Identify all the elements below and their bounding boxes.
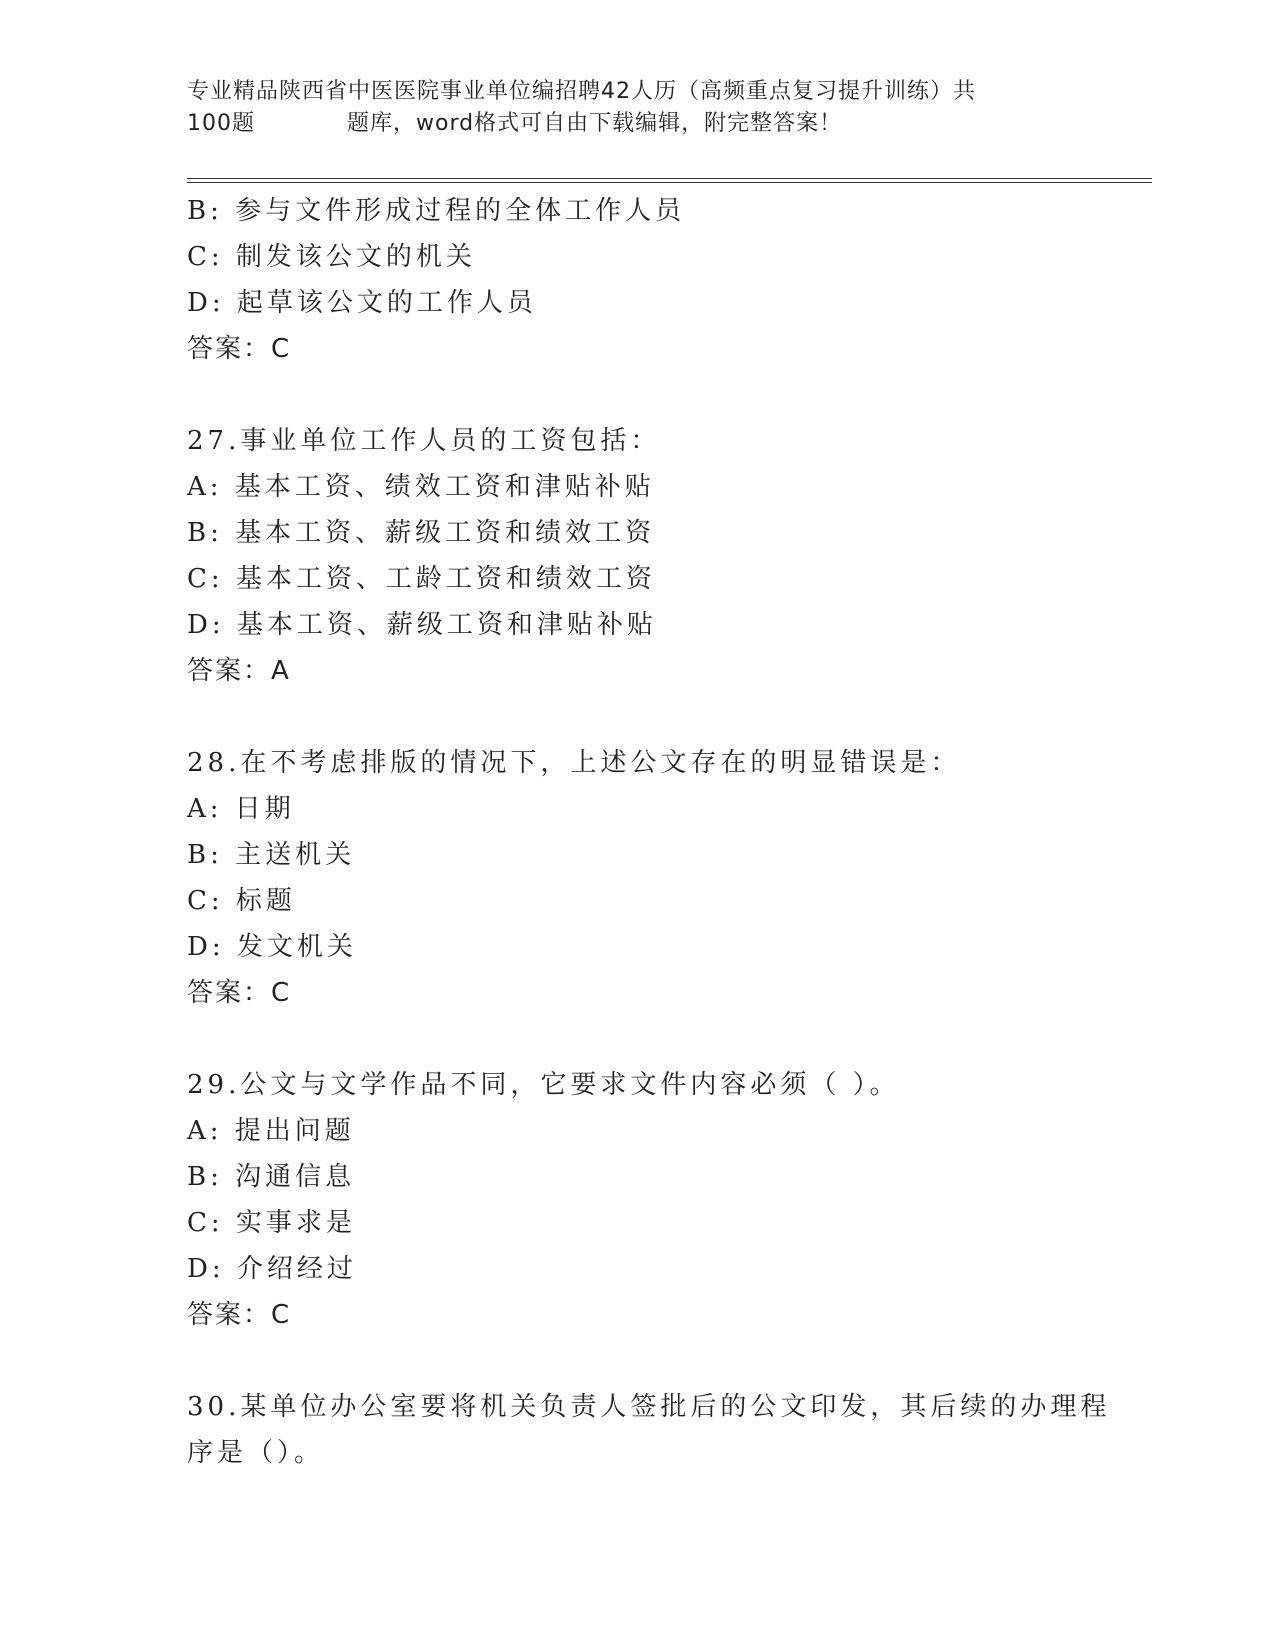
q30-stem-line1: 30.某单位办公室要将机关负责人签批后的公文印发，其后续的办理程 <box>187 1392 1111 1422</box>
q26-option-c: C: 制发该公文的机关 <box>187 242 476 272</box>
q29-stem: 29.公文与文学作品不同，它要求文件内容必须（ ）。 <box>187 1070 900 1100</box>
q27-answer: 答案：A <box>187 656 291 686</box>
question-spacer <box>187 694 1147 740</box>
q29-option-c: C: 实事求是 <box>187 1208 356 1238</box>
q26-option-b: B: 参与文件形成过程的全体工作人员 <box>187 196 686 226</box>
q28-answer: 答案：C <box>187 978 292 1008</box>
question-spacer <box>187 1338 1147 1384</box>
q28-option-c: C: 标题 <box>187 886 296 916</box>
q27-option-c: C: 基本工资、工龄工资和绩效工资 <box>187 564 656 594</box>
q28-option-d: D: 发文机关 <box>187 932 357 962</box>
q28-option-b: B: 主送机关 <box>187 840 356 870</box>
header-count: 100题 <box>187 111 255 136</box>
q29-answer: 答案：C <box>187 1300 292 1330</box>
q28-stem: 28.在不考虑排版的情况下，上述公文存在的明显错误是： <box>187 748 961 778</box>
header-subtitle: 题库，word格式可自由下载编辑，附完整答案！ <box>347 111 843 136</box>
q30-stem-line2: 序是（）。 <box>187 1438 325 1468</box>
q29-option-d: D: 介绍经过 <box>187 1254 357 1284</box>
header-title-line1: 专业精品陕西省中医医院事业单位编招聘42人历（高频重点复习提升训练）共 <box>187 79 976 104</box>
q27-stem: 27.事业单位工作人员的工资包括： <box>187 426 661 456</box>
q27-option-a: A: 基本工资、绩效工资和津贴补贴 <box>187 472 655 502</box>
question-spacer <box>187 372 1147 418</box>
document-header <box>187 76 1067 140</box>
q26-option-d: D: 起草该公文的工作人员 <box>187 288 537 318</box>
header-double-rule <box>187 178 1152 183</box>
q26-answer: 答案：C <box>187 334 292 364</box>
question-spacer <box>187 1016 1147 1062</box>
q29-option-b: B: 沟通信息 <box>187 1162 356 1192</box>
header-title-line2 <box>187 108 1067 140</box>
question-list <box>187 188 1147 1476</box>
q29-option-a: A: 提出问题 <box>187 1116 355 1146</box>
q28-option-a: A: 日期 <box>187 794 295 824</box>
q27-option-b: B: 基本工资、薪级工资和绩效工资 <box>187 518 656 548</box>
q27-option-d: D: 基本工资、薪级工资和津贴补贴 <box>187 610 657 640</box>
